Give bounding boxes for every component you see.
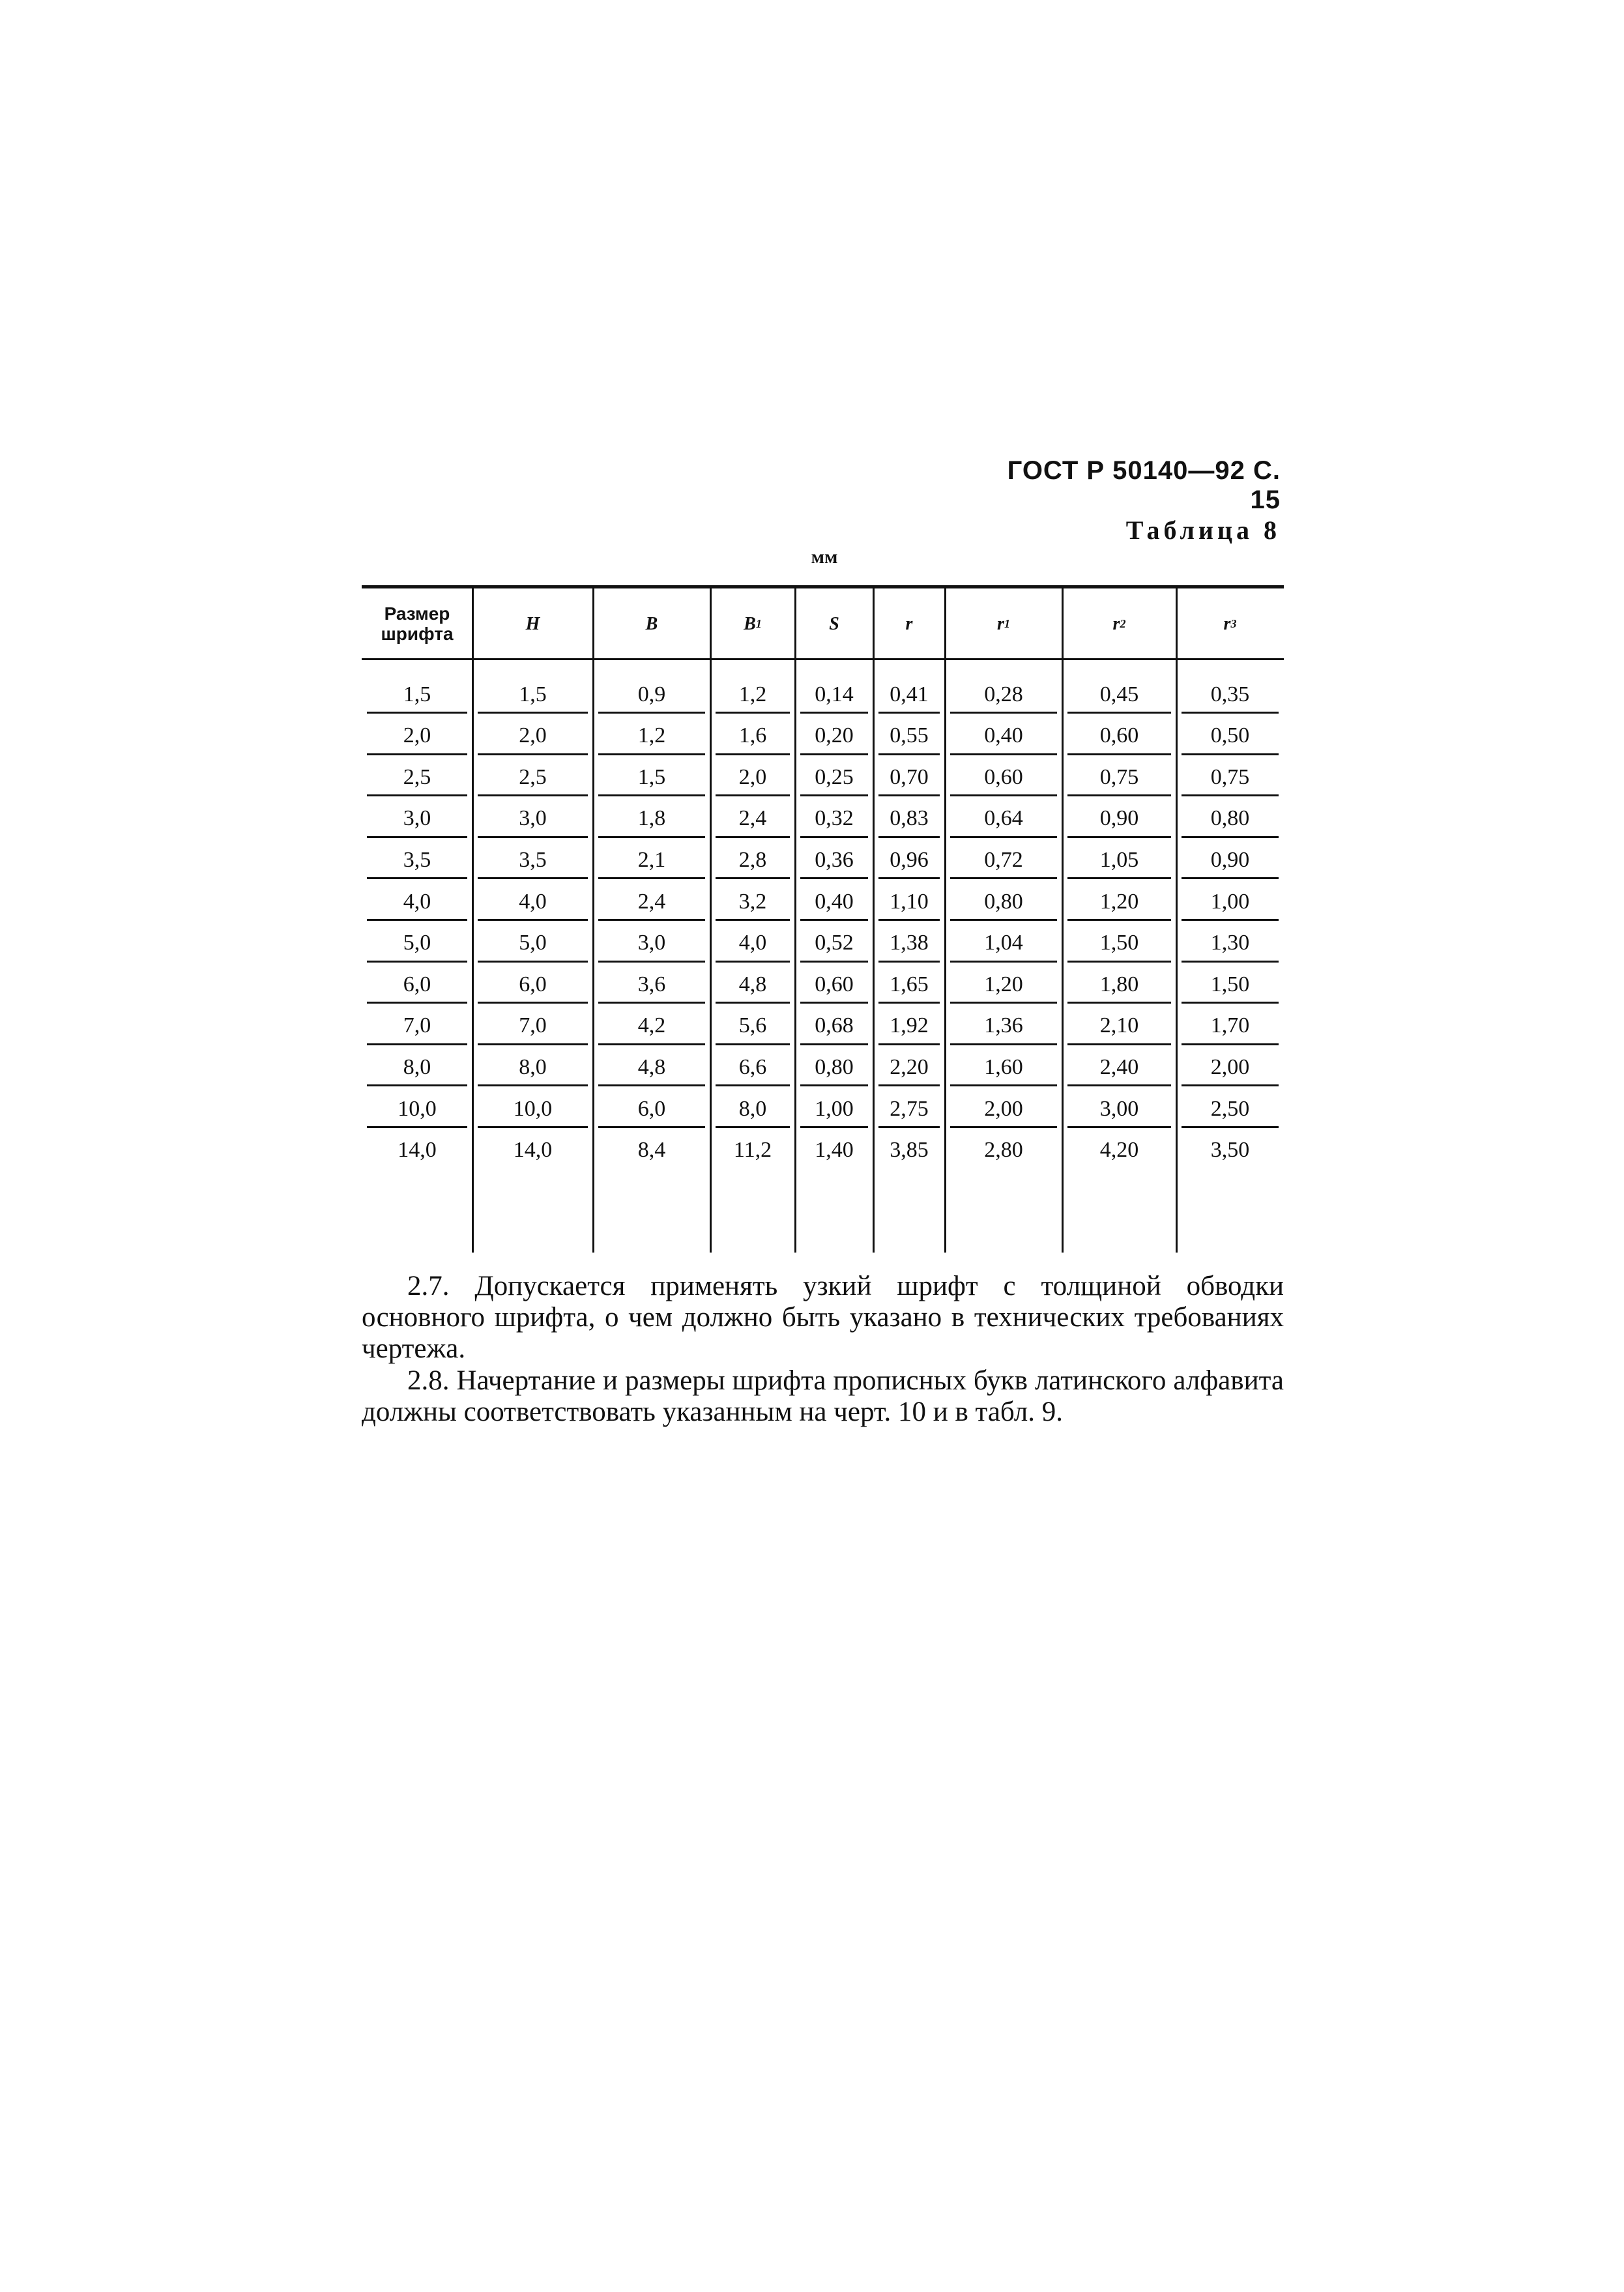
table-cell bbox=[710, 671, 795, 718]
table-cell bbox=[873, 671, 945, 718]
table-cell-value: 0,60 bbox=[1099, 723, 1139, 748]
table-cell bbox=[1062, 878, 1176, 925]
table-cell bbox=[945, 1127, 1062, 1174]
table-cell-value: 2,00 bbox=[1210, 1054, 1250, 1079]
table-cell-value: 0,25 bbox=[815, 764, 854, 789]
table-cell bbox=[945, 1044, 1062, 1090]
table-cell-value: 2,75 bbox=[890, 1096, 929, 1121]
table-cell bbox=[710, 1086, 795, 1132]
table-cell bbox=[593, 961, 710, 1008]
table-cell bbox=[945, 920, 1062, 966]
table-cell-value: 0,80 bbox=[984, 889, 1023, 914]
table-cell bbox=[1062, 1086, 1176, 1132]
table-cell-value: 0,60 bbox=[984, 764, 1023, 789]
column-header-label: B bbox=[645, 613, 658, 634]
table-cell-value: 1,05 bbox=[1099, 847, 1139, 872]
table-cell-value: 0,55 bbox=[890, 723, 929, 748]
table-cell bbox=[1176, 837, 1284, 883]
table-cell bbox=[593, 1044, 710, 1090]
table-cell-value: 1,70 bbox=[1210, 1013, 1250, 1038]
table-cell-value: 6,6 bbox=[738, 1054, 767, 1079]
table-cell-value: 0,40 bbox=[815, 889, 854, 914]
table-cell bbox=[472, 878, 593, 925]
table-cell bbox=[795, 1127, 873, 1174]
table-cell-value: 2,0 bbox=[519, 723, 547, 748]
table-cell bbox=[710, 1003, 795, 1049]
table-cell-value: 0,45 bbox=[1099, 682, 1139, 706]
table-cell-value: 3,0 bbox=[403, 806, 431, 831]
table-row bbox=[362, 1127, 1284, 1174]
table-cell-value: 0,35 bbox=[1210, 682, 1250, 706]
table-cell bbox=[362, 713, 472, 759]
table-cell bbox=[1062, 1044, 1176, 1090]
table-column-header bbox=[873, 600, 945, 648]
table-cell bbox=[873, 920, 945, 966]
table-cell-value: 1,2 bbox=[738, 682, 767, 706]
table-cell bbox=[795, 796, 873, 842]
table-cell-value: 0,36 bbox=[815, 847, 854, 872]
table-cell bbox=[472, 754, 593, 800]
table-cell-value: 0,75 bbox=[1099, 764, 1139, 789]
table-cell bbox=[945, 754, 1062, 800]
table-cell bbox=[710, 878, 795, 925]
table-cell bbox=[795, 961, 873, 1008]
table-row bbox=[362, 1044, 1284, 1090]
table-cell-value: 4,2 bbox=[637, 1013, 666, 1038]
table-cell-value: 2,40 bbox=[1099, 1054, 1139, 1079]
table-cell bbox=[472, 1086, 593, 1132]
table-cell-value: 3,85 bbox=[890, 1138, 929, 1163]
table-cell-value: 0,68 bbox=[815, 1013, 854, 1038]
table-top-rule bbox=[362, 585, 1284, 588]
table-cell-value: 0,28 bbox=[984, 682, 1023, 706]
table-cell-value: 3,6 bbox=[637, 972, 666, 996]
table-cell-value: 10,0 bbox=[513, 1096, 553, 1121]
table-cell bbox=[795, 1086, 873, 1132]
column-header-subscript: 3 bbox=[1230, 617, 1237, 630]
table-cell-value: 1,5 bbox=[519, 682, 547, 706]
table-cell-value: 2,4 bbox=[637, 889, 666, 914]
table-cell bbox=[795, 671, 873, 718]
column-header-subscript: 1 bbox=[1004, 617, 1010, 630]
paragraph-2-7 bbox=[362, 1271, 1284, 1365]
column-header-label: B bbox=[744, 613, 756, 634]
table-cell bbox=[1062, 796, 1176, 842]
table-column-header bbox=[710, 600, 795, 648]
table-cell bbox=[945, 878, 1062, 925]
table-cell bbox=[1176, 1044, 1284, 1090]
table-cell-value: 1,80 bbox=[1099, 972, 1139, 996]
table-cell bbox=[362, 878, 472, 925]
table-cell-value: 6,0 bbox=[637, 1096, 666, 1121]
table-cell-value: 0,14 bbox=[815, 682, 854, 706]
table-cell bbox=[1062, 961, 1176, 1008]
column-header-label: Размер шрифта bbox=[381, 603, 454, 644]
table-cell bbox=[472, 1044, 593, 1090]
table-cell bbox=[1176, 920, 1284, 966]
column-header-subscript: 2 bbox=[1120, 617, 1126, 630]
table-column-header bbox=[1062, 600, 1176, 648]
table-row bbox=[362, 754, 1284, 800]
column-header-label: r bbox=[1112, 613, 1120, 634]
table-cell bbox=[710, 1044, 795, 1090]
table-cell-value: 4,8 bbox=[738, 972, 767, 996]
table-cell-value: 1,36 bbox=[984, 1013, 1023, 1038]
table-cell-value: 3,5 bbox=[519, 847, 547, 872]
table-cell bbox=[1062, 837, 1176, 883]
paragraph-2-8 bbox=[362, 1365, 1284, 1428]
table-cell-value: 2,80 bbox=[984, 1138, 1023, 1163]
table-cell-value: 0,64 bbox=[984, 806, 1023, 831]
table-cell bbox=[472, 1003, 593, 1049]
table-cell bbox=[1176, 671, 1284, 718]
table-column-header bbox=[362, 600, 472, 648]
table-cell-value: 11,2 bbox=[733, 1138, 772, 1163]
table-cell bbox=[873, 713, 945, 759]
table-cell-value: 1,20 bbox=[1099, 889, 1139, 914]
table-cell bbox=[710, 837, 795, 883]
table-cell-value: 2,5 bbox=[403, 764, 431, 789]
table-cell bbox=[1176, 1086, 1284, 1132]
table-cell-value: 0,72 bbox=[984, 847, 1023, 872]
table-cell-value: 4,0 bbox=[738, 931, 767, 955]
table-cell bbox=[593, 837, 710, 883]
table-cell bbox=[873, 1003, 945, 1049]
table-cell-value: 0,90 bbox=[1099, 806, 1139, 831]
table-cell-value: 3,50 bbox=[1210, 1138, 1250, 1163]
table-cell bbox=[945, 1086, 1062, 1132]
table-cell bbox=[362, 1003, 472, 1049]
table-cell-value: 5,6 bbox=[738, 1013, 767, 1038]
table-cell bbox=[593, 796, 710, 842]
table-cell bbox=[873, 961, 945, 1008]
table-caption: Таблица 8 bbox=[1125, 515, 1281, 545]
table-cell-value: 4,20 bbox=[1099, 1138, 1139, 1163]
table-cell-value: 1,00 bbox=[815, 1096, 854, 1121]
table-cell bbox=[593, 713, 710, 759]
table-cell-value: 0,9 bbox=[637, 682, 666, 706]
table-cell-value: 1,65 bbox=[890, 972, 929, 996]
table-row bbox=[362, 796, 1284, 842]
table-cell-value: 7,0 bbox=[403, 1013, 431, 1038]
table-cell bbox=[1176, 961, 1284, 1008]
table-cell bbox=[1062, 754, 1176, 800]
table-cell-value: 1,60 bbox=[984, 1054, 1023, 1079]
table-column-header bbox=[1176, 600, 1284, 648]
column-header-subscript: 1 bbox=[755, 617, 762, 630]
table-row bbox=[362, 713, 1284, 759]
table-cell-value: 1,20 bbox=[984, 972, 1023, 996]
table-cell-value: 14,0 bbox=[513, 1138, 553, 1163]
table-cell-value: 1,50 bbox=[1210, 972, 1250, 996]
table-header-rule bbox=[362, 658, 1284, 660]
paragraph-2-8-text: 2.8. Начертание и размеры шрифта прописных букв латинского алфавита должны соответствовать указанным на черт. 10 и в табл. 9. bbox=[362, 1365, 1284, 1427]
table-cell bbox=[1062, 671, 1176, 718]
table-column-header bbox=[472, 600, 593, 648]
table-cell-value: 2,4 bbox=[738, 806, 767, 831]
column-header-label: r bbox=[997, 613, 1004, 634]
table-cell bbox=[795, 878, 873, 925]
table-cell-value: 8,4 bbox=[637, 1138, 666, 1163]
table-cell bbox=[472, 961, 593, 1008]
table-cell-value: 8,0 bbox=[403, 1054, 431, 1079]
table-cell bbox=[1062, 713, 1176, 759]
table-cell bbox=[593, 1086, 710, 1132]
table-cell-value: 4,0 bbox=[519, 889, 547, 914]
table-cell bbox=[710, 1127, 795, 1174]
table-column-header bbox=[795, 600, 873, 648]
table-cell bbox=[795, 713, 873, 759]
table-row bbox=[362, 671, 1284, 718]
table-cell bbox=[945, 713, 1062, 759]
table-cell bbox=[1176, 1003, 1284, 1049]
table-cell bbox=[795, 754, 873, 800]
table-cell-value: 14,0 bbox=[398, 1138, 437, 1163]
table-cell-value: 3,00 bbox=[1099, 1096, 1139, 1121]
table-cell-value: 3,0 bbox=[637, 931, 666, 955]
table-cell-value: 0,83 bbox=[890, 806, 929, 831]
table-cell bbox=[472, 796, 593, 842]
table-cell-value: 7,0 bbox=[519, 1013, 547, 1038]
table-cell bbox=[472, 920, 593, 966]
table-cell bbox=[362, 1086, 472, 1132]
table-unit: мм bbox=[811, 546, 838, 568]
table-cell bbox=[945, 1003, 1062, 1049]
table-cell bbox=[1176, 796, 1284, 842]
table-cell-value: 0,75 bbox=[1210, 764, 1250, 789]
table-cell bbox=[710, 713, 795, 759]
table-cell-value: 4,0 bbox=[403, 889, 431, 914]
table-cell bbox=[362, 796, 472, 842]
table-column-header bbox=[945, 600, 1062, 648]
table-cell bbox=[873, 1127, 945, 1174]
table-cell bbox=[362, 671, 472, 718]
table-cell bbox=[472, 713, 593, 759]
table-cell bbox=[472, 837, 593, 883]
table-cell bbox=[1176, 754, 1284, 800]
table-cell bbox=[710, 920, 795, 966]
table-cell-value: 1,50 bbox=[1099, 931, 1139, 955]
column-header-label: r bbox=[1223, 613, 1231, 634]
table-cell-value: 2,00 bbox=[984, 1096, 1023, 1121]
table-cell bbox=[945, 796, 1062, 842]
table-cell-value: 6,0 bbox=[519, 972, 547, 996]
table-cell-value: 1,04 bbox=[984, 931, 1023, 955]
table-cell bbox=[1176, 1127, 1284, 1174]
table-cell-value: 5,0 bbox=[403, 931, 431, 955]
table-cell-value: 2,0 bbox=[738, 764, 767, 789]
paragraph-2-7-text: 2.7. Допускается применять узкий шрифт с толщиной обводки основного шрифта, о чем должно быть указано в технических требованиях чертежа. bbox=[362, 1271, 1284, 1364]
dimensions-table bbox=[362, 573, 1284, 1258]
table-cell bbox=[593, 754, 710, 800]
table-cell-value: 0,32 bbox=[815, 806, 854, 831]
table-cell bbox=[362, 1127, 472, 1174]
table-cell bbox=[362, 920, 472, 966]
table-cell bbox=[1062, 1127, 1176, 1174]
table-cell-value: 1,40 bbox=[815, 1138, 854, 1163]
table-cell bbox=[593, 671, 710, 718]
table-cell bbox=[710, 796, 795, 842]
table-cell bbox=[593, 878, 710, 925]
table-cell-value: 1,38 bbox=[890, 931, 929, 955]
table-cell bbox=[1176, 878, 1284, 925]
table-column-header bbox=[593, 600, 710, 648]
table-cell bbox=[1176, 713, 1284, 759]
table-cell-value: 1,30 bbox=[1210, 931, 1250, 955]
table-cell bbox=[1062, 920, 1176, 966]
table-row bbox=[362, 1003, 1284, 1049]
table-cell-value: 2,10 bbox=[1099, 1013, 1139, 1038]
table-cell bbox=[710, 754, 795, 800]
table-cell-value: 2,0 bbox=[403, 723, 431, 748]
table-cell-value: 0,52 bbox=[815, 931, 854, 955]
table-row bbox=[362, 920, 1284, 966]
table-cell-value: 5,0 bbox=[519, 931, 547, 955]
table-cell-value: 0,20 bbox=[815, 723, 854, 748]
table-cell-value: 2,8 bbox=[738, 847, 767, 872]
table-cell bbox=[362, 754, 472, 800]
table-row bbox=[362, 878, 1284, 925]
page-header: ГОСТ Р 50140—92 С. 15 bbox=[1007, 456, 1281, 514]
table-cell bbox=[945, 961, 1062, 1008]
table-cell bbox=[362, 1044, 472, 1090]
table-cell-value: 1,92 bbox=[890, 1013, 929, 1038]
table-cell-value: 1,10 bbox=[890, 889, 929, 914]
table-cell-value: 0,80 bbox=[1210, 806, 1250, 831]
table-cell-value: 2,20 bbox=[890, 1054, 929, 1079]
table-cell bbox=[873, 878, 945, 925]
table-cell-value: 3,2 bbox=[738, 889, 767, 914]
table-cell-value: 0,41 bbox=[890, 682, 929, 706]
table-cell bbox=[795, 1003, 873, 1049]
table-cell bbox=[472, 671, 593, 718]
table-cell-value: 6,0 bbox=[403, 972, 431, 996]
table-cell bbox=[873, 1044, 945, 1090]
table-cell bbox=[873, 754, 945, 800]
table-cell bbox=[472, 1127, 593, 1174]
table-cell bbox=[795, 920, 873, 966]
table-cell-value: 0,90 bbox=[1210, 847, 1250, 872]
table-cell bbox=[945, 671, 1062, 718]
table-row bbox=[362, 961, 1284, 1008]
table-cell-value: 0,70 bbox=[890, 764, 929, 789]
table-cell-value: 1,5 bbox=[637, 764, 666, 789]
table-cell-value: 1,6 bbox=[738, 723, 767, 748]
table-cell-value: 1,5 bbox=[403, 682, 431, 706]
table-cell bbox=[795, 837, 873, 883]
table-cell bbox=[945, 837, 1062, 883]
column-header-label: r bbox=[905, 613, 913, 634]
table-cell-value: 0,50 bbox=[1210, 723, 1250, 748]
table-cell-value: 4,8 bbox=[637, 1054, 666, 1079]
column-header-label: H bbox=[525, 613, 540, 634]
table-cell bbox=[873, 837, 945, 883]
table-row bbox=[362, 1086, 1284, 1132]
table-cell bbox=[873, 1086, 945, 1132]
table-cell-value: 0,96 bbox=[890, 847, 929, 872]
table-cell bbox=[710, 961, 795, 1008]
table-cell-value: 1,2 bbox=[637, 723, 666, 748]
table-cell-value: 8,0 bbox=[519, 1054, 547, 1079]
table-cell-value: 2,1 bbox=[637, 847, 666, 872]
table-cell-value: 1,8 bbox=[637, 806, 666, 831]
table-cell bbox=[1062, 1003, 1176, 1049]
table-cell-value: 2,5 bbox=[519, 764, 547, 789]
table-cell bbox=[362, 837, 472, 883]
table-cell bbox=[593, 1127, 710, 1174]
table-row bbox=[362, 837, 1284, 883]
table-cell-value: 0,60 bbox=[815, 972, 854, 996]
column-header-label: S bbox=[829, 613, 839, 634]
table-cell bbox=[593, 1003, 710, 1049]
table-cell-value: 3,5 bbox=[403, 847, 431, 872]
table-cell-value: 1,00 bbox=[1210, 889, 1250, 914]
table-cell-value: 0,40 bbox=[984, 723, 1023, 748]
table-cell-value: 8,0 bbox=[738, 1096, 767, 1121]
table-cell bbox=[873, 796, 945, 842]
table-cell bbox=[362, 961, 472, 1008]
table-cell bbox=[795, 1044, 873, 1090]
table-cell-value: 3,0 bbox=[519, 806, 547, 831]
table-cell bbox=[593, 920, 710, 966]
table-cell-value: 2,50 bbox=[1210, 1096, 1250, 1121]
table-cell-value: 0,80 bbox=[815, 1054, 854, 1079]
table-cell-value: 10,0 bbox=[398, 1096, 437, 1121]
